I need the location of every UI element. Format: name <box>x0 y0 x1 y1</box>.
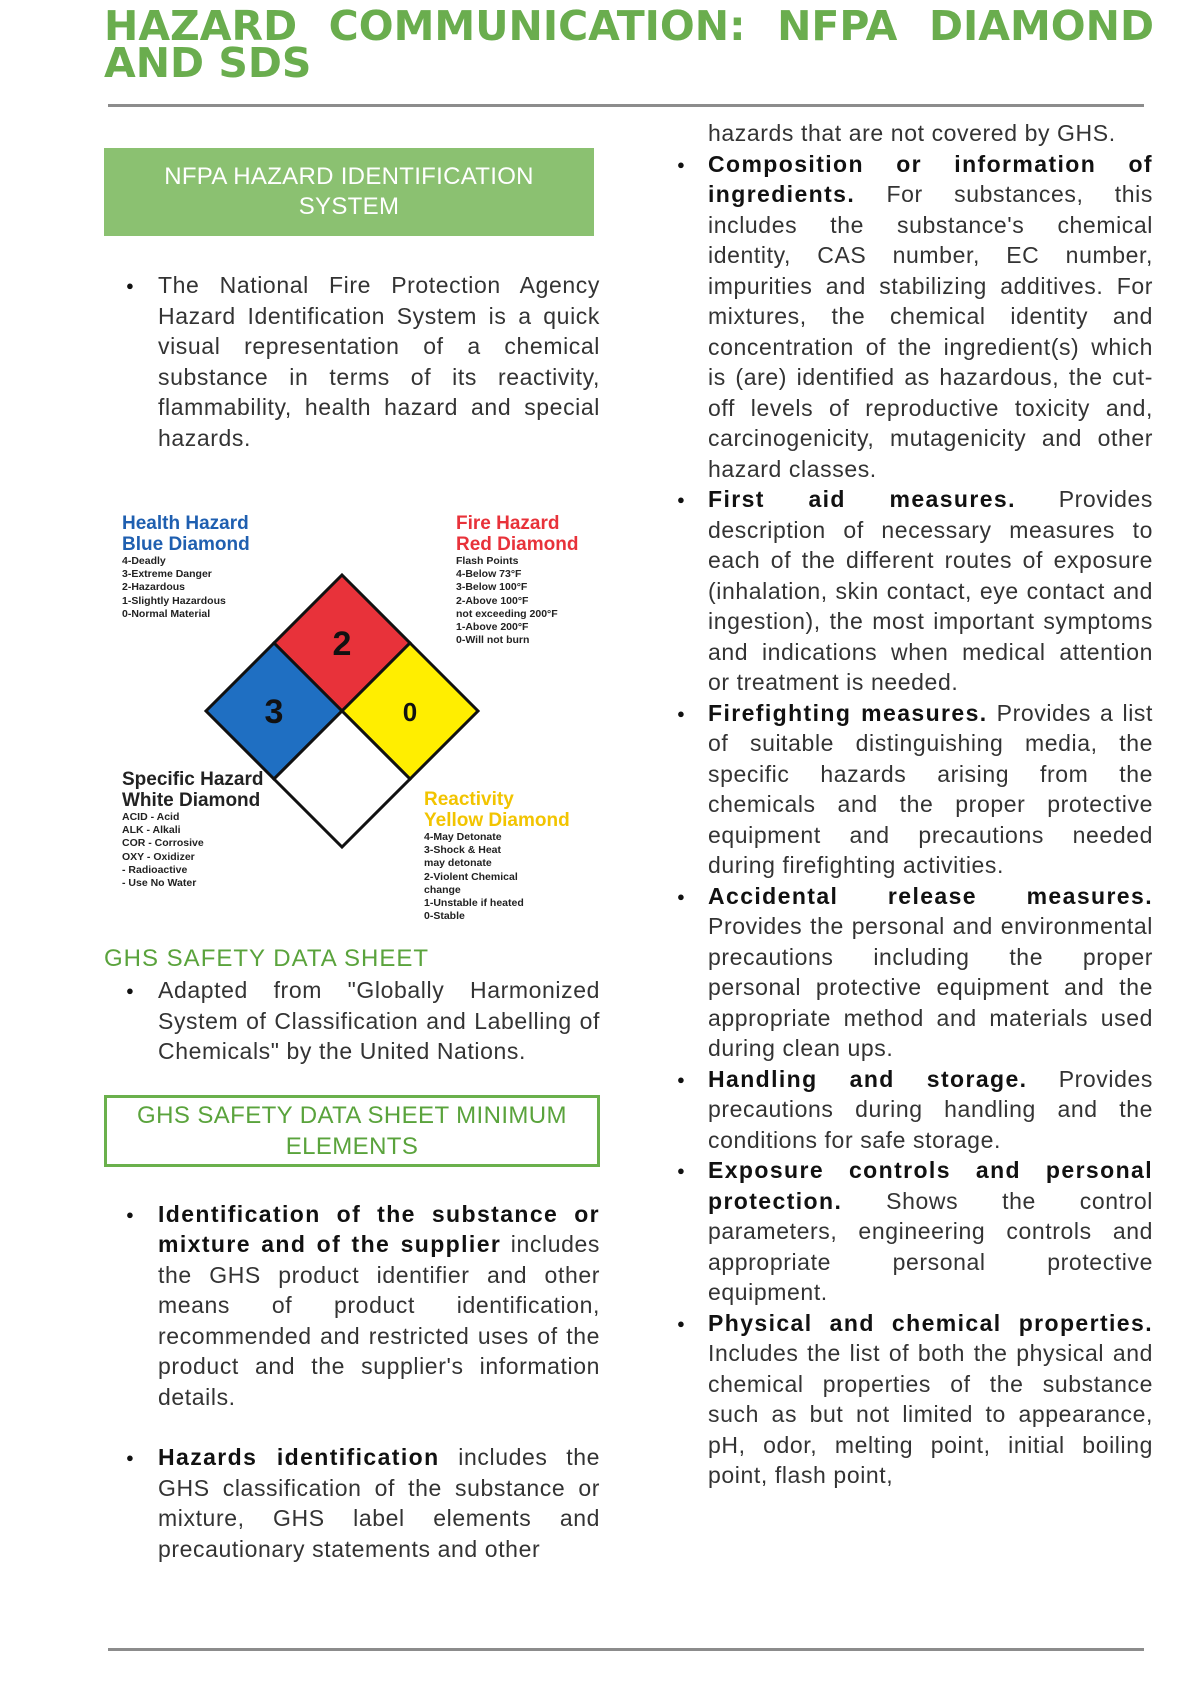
fire-legend-item: not exceeding 200°F <box>456 607 558 620</box>
health-legend-item: 3-Extreme Danger <box>122 568 212 581</box>
reactivity-legend-item: 1-Unstable if heated <box>424 897 524 910</box>
health-title: Health Hazard <box>122 513 249 534</box>
sds-element-text: includes the GHS product identifier and other means of product identification, recommended and restricted uses of the product and the supplier's information details. <box>158 1231 600 1410</box>
sds-element-item <box>708 881 1153 1064</box>
health-subtitle: Blue Diamond <box>122 534 250 555</box>
nfpa-description: ● The National Fire Protection Agency Hazard Identification System is a quick visual representation of a chemical substance in terms of its reactivity, flammability, health hazard and special hazards. <box>104 270 600 453</box>
sds-element-item <box>708 1064 1153 1156</box>
sds-element-title: Identification of the substance or mixture and of the supplier <box>158 1200 600 1257</box>
sds-element-text: Shows the control parameters, engineering controls and appropriate personal protective equipment. <box>708 1187 1153 1305</box>
health-legend-item: 4-Deadly <box>122 555 166 567</box>
fire-legend-item: 3-Below 100°F <box>456 581 528 594</box>
fire-legend-item: 0-Will not burn <box>456 634 530 647</box>
sds-element-title: Composition or information of ingredients. <box>708 150 1153 207</box>
sds-element-title: Accidental release measures. <box>708 882 1153 909</box>
sds-element-title: Firefighting measures. <box>708 699 988 726</box>
health-legend-item: 0-Normal Material <box>122 607 211 620</box>
specific-title: Specific Hazard <box>122 769 264 790</box>
ghs-minimum-elements-box: GHS SAFETY DATA SHEET MINIMUM ELEMENTS <box>104 1095 600 1167</box>
fire-legend-item: 4-Below 73°F <box>456 568 522 581</box>
reactivity-legend-item: change <box>424 883 461 896</box>
specific-legend-item: ACID - Acid <box>122 811 180 823</box>
sds-element-text: Provides description of necessary measures to each of the different routes of exposure (inhalation, skin contact, eye contact and ingestion), the most important symptoms and indications when medical attention or treatment is needed. <box>708 486 1153 695</box>
sds-element-text: Provides a list of suitable distinguishing media, the specific hazards arising from the chemicals and the proper protective equipment and precautions needed during firefighting activities. <box>708 699 1153 878</box>
sds-element-text: Provides the personal and environmental precautions including the proper personal protective equipment and the appropriate method and materials used during clean ups. <box>708 913 1153 1061</box>
sds-element-title: First aid measures. <box>708 486 1016 512</box>
continued-text: hazards that are not covered by GHS. <box>708 120 1116 146</box>
ghs-heading: GHS SAFETY DATA SHEET <box>104 945 430 972</box>
sds-element-text: Provides precautions during handling and the conditions for safe storage. <box>708 1065 1153 1153</box>
reactivity-legend-item: may detonate <box>424 857 492 870</box>
sds-element-item <box>104 1199 600 1413</box>
reactivity-legend-item: 4-May Detonate <box>424 831 502 843</box>
health-value: 3 <box>264 693 284 731</box>
specific-legend-item: ALK - Alkali <box>122 824 181 837</box>
sds-element-title: Handling and storage. <box>708 1065 1028 1092</box>
health-legend-item: 1-Slightly Hazardous <box>122 594 226 607</box>
fire-legend-item: 1-Above 200°F <box>456 621 529 634</box>
sds-element-title: Hazards identification <box>158 1444 440 1470</box>
fire-value: 2 <box>332 625 352 663</box>
reactivity-legend-item: 0-Stable <box>424 910 465 923</box>
reactivity-subtitle: Yellow Diamond <box>424 810 570 831</box>
sds-element-item <box>708 484 1153 698</box>
specific-legend-item: - Radioactive <box>122 863 188 876</box>
sds-element-item <box>708 698 1153 881</box>
bottom-divider <box>108 1648 1144 1651</box>
sds-element-text: For substances, this includes the substance's chemical identity, CAS number, EC number, impurities and stabilizing additives. For mixtures, the chemical identity and concentration of the ingredient(s) which is (are) identified as hazardous, the cut-off levels of reproductive toxicity and, carcinogenicity, mutagenicity and other hazard classes. <box>708 181 1153 482</box>
left-column <box>104 148 600 1564</box>
reactivity-title: Reactivity <box>424 789 514 810</box>
sds-element-item <box>708 1155 1153 1308</box>
reactivity-legend-item: 3-Shock & Heat <box>424 844 502 857</box>
fire-legend-item: Flash Points <box>456 555 519 567</box>
top-divider <box>108 104 1144 107</box>
right-column <box>708 118 1153 1491</box>
fire-title: Fire Hazard <box>456 513 560 534</box>
reactivity-value: 0 <box>402 697 418 727</box>
reactivity-legend-item: 2-Violent Chemical <box>424 870 518 883</box>
specific-legend-item: - Use No Water <box>122 877 197 890</box>
sds-element-text: includes the GHS classification of the substance or mixture, GHS label elements and precautionary statements and other <box>158 1444 600 1562</box>
right-element-list <box>708 149 1153 1491</box>
sds-element-text: Includes the list of both the physical and chemical properties of the substance such as but not limited to appearance, pH, odor, melting point, initial boiling point, flash point, <box>708 1340 1153 1488</box>
specific-legend-item: OXY - Oxidizer <box>122 850 195 863</box>
nfpa-diamond-figure <box>104 493 600 953</box>
sds-element-item <box>104 1442 600 1564</box>
sds-element-title: Exposure controls and personal protection. <box>708 1157 1153 1214</box>
nfpa-diamond <box>104 493 600 953</box>
fire-legend-item: 2-Above 100°F <box>456 594 529 607</box>
fire-subtitle: Red Diamond <box>456 534 579 555</box>
sds-element-item <box>708 149 1153 485</box>
page-title: HAZARD COMMUNICATION: NFPA DIAMOND AND SDS <box>104 2 1154 87</box>
specific-legend-item: COR - Corrosive <box>122 837 204 850</box>
sds-element-item <box>708 1308 1153 1491</box>
sds-element-title: Physical and chemical properties. <box>708 1309 1153 1336</box>
health-legend-item: 2-Hazardous <box>122 581 186 594</box>
nfpa-section-box: NFPA HAZARD IDENTIFICATION SYSTEM <box>104 148 594 236</box>
specific-subtitle: White Diamond <box>122 790 261 811</box>
ghs-description: ● Adapted from "Globally Harmonized System of Classification and Labelling of Chemicals" by the United Nations. <box>104 975 600 1067</box>
left-element-list <box>104 1199 600 1565</box>
